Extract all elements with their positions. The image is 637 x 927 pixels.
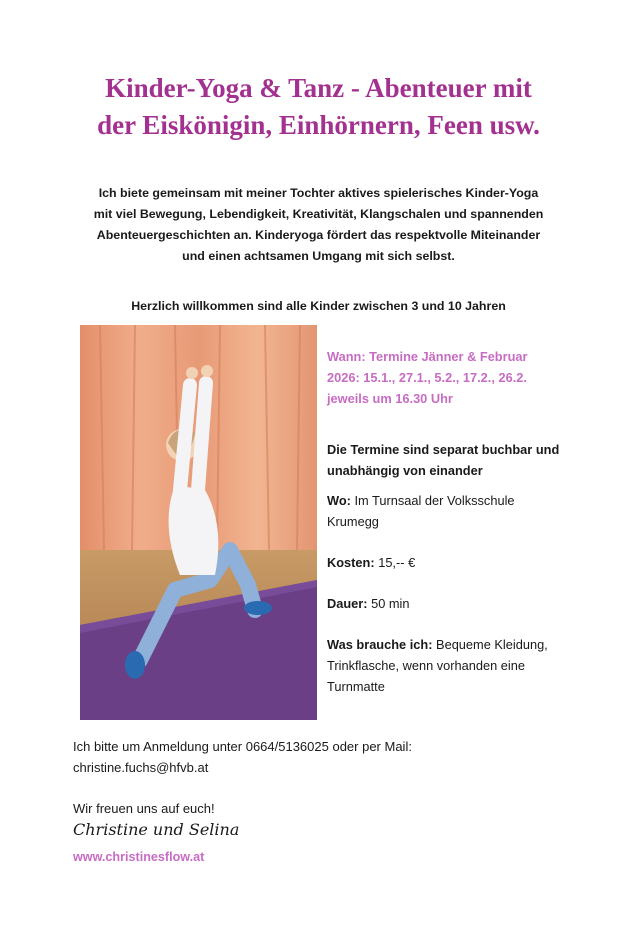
registration-info (73, 736, 593, 778)
intro-paragraph (60, 183, 577, 267)
page-title (40, 70, 597, 144)
need-value-3: Turnmatte (327, 679, 385, 694)
intro-line: Abenteuergeschichten an. Kinderyoga fördert das respektvolle Miteinander (96, 228, 541, 242)
cost-info (327, 552, 597, 573)
welcome-text: Herzlich willkommen sind alle Kinder zwischen 3 und 10 Jahren (131, 299, 506, 313)
cost-label: Kosten: (327, 555, 375, 570)
title-line-1: Kinder-Yoga & Tanz - Abenteuer mit (105, 73, 532, 103)
yoga-child-photo (80, 325, 317, 720)
when-info (327, 346, 597, 409)
duration-value: 50 min (367, 596, 410, 611)
need-value: Bequeme Kleidung, (432, 637, 548, 652)
thanks-text: Wir freuen uns auf euch! (73, 801, 215, 816)
where-value-2: Krumegg (327, 514, 379, 529)
title-line-2: der Eiskönigin, Einhörnern, Feen usw. (97, 110, 540, 140)
separate-line: Die Termine sind separat buchbar und (327, 442, 560, 457)
duration-info (327, 593, 597, 614)
when-line: Wann: Termine Jänner & Februar (327, 349, 528, 364)
duration-label: Dauer: (327, 596, 368, 611)
when-line: 2026: 15.1., 27.1., 5.2., 17.2., 26.2. (327, 370, 527, 385)
intro-line: und einen achtsamen Umgang mit sich selbst. (182, 249, 455, 263)
when-line: jeweils um 16.30 Uhr (327, 391, 453, 406)
intro-line: mit viel Bewegung, Lebendigkeit, Kreativität, Klangschalen und spannenden (93, 207, 544, 221)
separate-booking-note (327, 439, 597, 481)
where-value: Im Turnsaal der Volksschule (350, 493, 515, 508)
intro-line: Ich biete gemeinsam mit meiner Tochter aktives spielerisches Kinder-Yoga (98, 186, 539, 200)
website-link[interactable]: www.christinesflow.at (73, 850, 205, 864)
signature: Christine und Selina (73, 820, 240, 839)
cost-value: 15,-- € (374, 555, 416, 570)
separate-line: unabhängig von einander (327, 463, 483, 478)
registration-text: Ich bitte um Anmeldung unter 0664/5136025 oder per Mail: (73, 739, 412, 754)
need-value-2: Trinkflasche, wenn vorhanden eine (327, 658, 525, 673)
need-label: Was brauche ich: (327, 637, 433, 652)
where-label: Wo: (327, 493, 351, 508)
where-info (327, 490, 597, 532)
needs-info (327, 634, 597, 697)
email-link[interactable]: christine.fuchs@hfvb.at (73, 760, 209, 775)
